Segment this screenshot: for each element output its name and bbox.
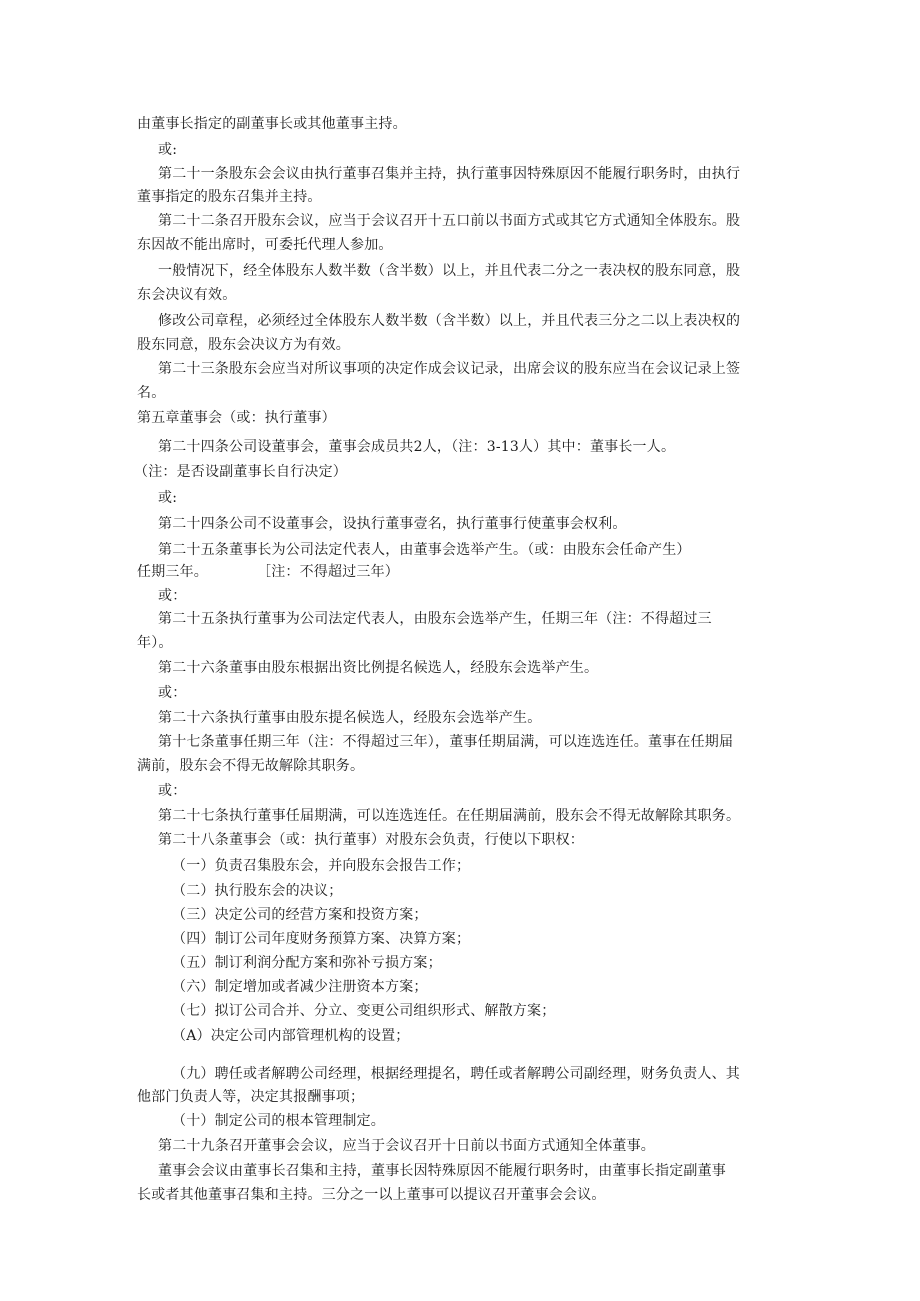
text-line: 满前，股东会不得无故解除其职务。 bbox=[137, 758, 365, 774]
list-item: （七）拟订公司合并、分立、变更公司组织形式、解散方案； bbox=[172, 1003, 556, 1019]
text-line: 修改公司章程，必须经过全体股东人数半数（含半数）以上，并且代表三分之二以上表决权的 bbox=[158, 313, 741, 329]
text-line: 第二十七条执行董事任届期满，可以连选连任。在任期届满前，股东会不得无故解除其职务。 bbox=[158, 808, 741, 824]
list-item: （一）负责召集股东会，并向股东会报告工作； bbox=[172, 858, 471, 874]
text-line: 或: bbox=[158, 142, 178, 158]
text-line: 或： bbox=[158, 588, 187, 604]
list-item: （十）制定公司的根本管理制定。 bbox=[172, 1113, 385, 1129]
text-line: 一般情况下，经全体股东人数半数（含半数）以上，并且代表二分之一表决权的股东同意，股 bbox=[158, 263, 741, 279]
list-item: （二）执行股东会的决议； bbox=[172, 883, 343, 899]
text-line: 第二十五条董事长为公司法定代表人，由董事会选举产生。（或：由股东会任命产生） bbox=[158, 542, 691, 558]
text-line: 董事会会议由董事长召集和主持，董事长因特殊原因不能履行职务时，由董事长指定副董事 bbox=[158, 1163, 726, 1179]
text-line: 由董事长指定的副董事长或其他董事主持。 bbox=[137, 116, 407, 132]
text-line: 第二十八条董事会（或：执行董事）对股东会负责，行使以下职权： bbox=[158, 832, 584, 848]
text-line: 年）。 bbox=[137, 635, 173, 651]
text-line: 第二十二条召开股东会议，应当于会议召开十五口前以书面方式或其它方式通知全体股东。股 bbox=[158, 213, 741, 229]
text-line: 或： bbox=[158, 783, 187, 799]
text-line: 名。 bbox=[137, 385, 166, 401]
text-line: 第二十三条股东会应当对所议事项的决定作成会议记录，出席会议的股东应当在会议记录上签 bbox=[158, 361, 741, 377]
list-item: （四）制订公司年度财务预算方案、决算方案； bbox=[172, 931, 471, 947]
text-line: 第二十六条执行董事由股东提名候选人，经股东会选举产生。 bbox=[158, 710, 542, 726]
text-line: 第二十四条公司设董事会，董事会成员共2人，（注：3-13人）其中：董事长一人。 bbox=[158, 439, 676, 455]
text-line: 任期三年。 bbox=[137, 564, 208, 580]
list-item: （五）制订利润分配方案和弥补亏损方案； bbox=[172, 955, 442, 971]
text-line: 他部门负责人等，决定其报酬事项； bbox=[137, 1089, 365, 1105]
text-line: 第二十四条公司不设董事会，设执行董事壹名，执行董事行使董事会权利。 bbox=[158, 516, 627, 532]
text-line: 或: bbox=[158, 490, 178, 506]
text-line: 第二十一条股东会会议由执行董事召集并主持，执行董事因特殊原因不能履行职务时，由执行 bbox=[158, 166, 741, 182]
list-item: （三）决定公司的经营方案和投资方案； bbox=[172, 907, 428, 923]
chapter-heading: 第五章董事会（或：执行董事） bbox=[137, 410, 336, 426]
list-item: （九）聘任或者解聘公司经理，根据经理提名，聘任或者解聘公司副经理，财务负责人、其 bbox=[172, 1066, 740, 1082]
text-line: 股东同意，股东会决议方为有效。 bbox=[137, 337, 350, 353]
text-line: 董事指定的股东召集并主持。 bbox=[137, 189, 322, 205]
text-line: 长或者其他董事召集和主持。三分之一以上董事可以提议召开董事会会议。 bbox=[137, 1187, 606, 1203]
text-line: 第二十五条执行董事为公司法定代表人，由股东会选举产生，任期三年（注：不得超过三 bbox=[158, 611, 712, 627]
text-line: 第二十六条董事由股东根据出资比例提名候选人，经股东会选举产生。 bbox=[158, 660, 599, 676]
text-line: 东因故不能出席时，可委托代理人参加。 bbox=[137, 237, 393, 253]
list-item: （A）决定公司内部管理机构的设置； bbox=[172, 1028, 410, 1044]
text-line: 第二十九条召开董事会会议，应当于会议召开十日前以书面方式通知全体董事。 bbox=[158, 1138, 655, 1154]
text-line: 或： bbox=[158, 685, 187, 701]
text-line: 东会决议有效。 bbox=[137, 287, 237, 303]
text-line: ［注：不得超过三年） bbox=[257, 564, 399, 580]
text-line: （注：是否设副董事长自行决定） bbox=[134, 464, 347, 480]
text-line: 第十七条董事任期三年（注：不得超过三年），董事任期届满，可以连选连任。董事在任期届 bbox=[158, 734, 734, 750]
list-item: （六）制定增加或者减少注册资本方案； bbox=[172, 979, 428, 995]
